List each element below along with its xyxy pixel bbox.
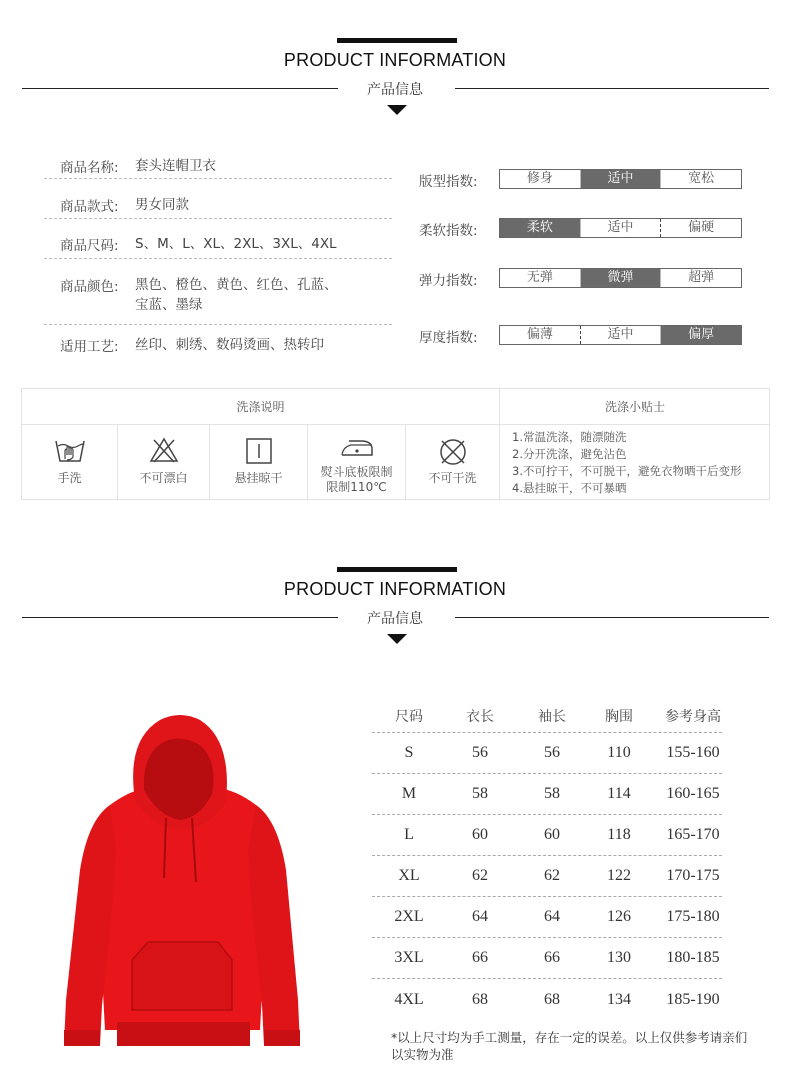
header-title-en: PRODUCT INFORMATION [283, 50, 507, 70]
size-header-cell: 衣长 [466, 709, 494, 725]
wash-tips [512, 429, 741, 497]
wash-symbol-label: 不可漂白 [139, 471, 188, 485]
scale-option: 偏薄 [500, 326, 581, 344]
info-value: 男女同款 [135, 197, 189, 213]
header-line-right [455, 617, 769, 618]
hang-dry-icon [245, 437, 273, 465]
table-cell: 122 [607, 867, 631, 884]
info-label: 商品名称: [60, 160, 119, 176]
info-row-color [44, 275, 392, 325]
table-cell: 68 [472, 990, 488, 1008]
size-header-cell: 袖长 [538, 709, 566, 725]
thickness-index [419, 325, 749, 345]
table-cell: 60 [544, 826, 560, 843]
wash-symbol [118, 425, 210, 500]
table-cell: 155-160 [666, 744, 720, 761]
info-value: S、M、L、XL、2XL、3XL、4XL [135, 236, 337, 252]
table-cell: 160-165 [666, 785, 720, 802]
table-row [372, 774, 722, 815]
size-table-header [372, 700, 722, 733]
scale-option-selected: 偏厚 [661, 326, 741, 344]
header-line-right [455, 88, 769, 89]
table-cell: 130 [607, 949, 631, 966]
table-cell: 126 [607, 908, 631, 925]
info-row-craft [44, 335, 392, 355]
elasticity-index [419, 268, 749, 288]
table-row [372, 815, 722, 856]
header-top-bar [337, 567, 457, 572]
table-cell: 56 [472, 744, 488, 761]
info-value: 套头连帽卫衣 [135, 158, 216, 174]
scale-option: 偏硬 [688, 220, 715, 235]
wash-header-right: 洗涤小贴士 [500, 389, 770, 425]
table-cell: 64 [472, 908, 488, 925]
table-cell: 2XL [394, 908, 424, 925]
table-cell: 58 [472, 785, 488, 802]
red-hoodie-image [60, 710, 305, 1050]
scale-option: 修身 [500, 170, 581, 188]
table-cell: 175-180 [666, 908, 720, 925]
table-row [372, 856, 722, 897]
table-cell: 62 [472, 867, 488, 884]
table-cell: 62 [544, 867, 560, 884]
fit-index [419, 169, 749, 189]
index-label: 版型指数: [419, 174, 478, 190]
index-scale [499, 218, 742, 238]
table-cell: 180-185 [666, 949, 720, 966]
table-cell: 118 [607, 826, 631, 843]
header-top-bar [337, 38, 457, 43]
table-cell: 4XL [394, 990, 424, 1008]
section-header [0, 38, 790, 128]
table-cell: 58 [544, 785, 560, 802]
wash-symbol [210, 425, 308, 500]
size-header-cell: 胸围 [605, 709, 633, 725]
scale-option: 宽松 [688, 171, 715, 186]
table-row [372, 733, 722, 774]
wash-symbol [22, 425, 118, 500]
info-label: 商品款式: [60, 199, 119, 215]
iron-icon [339, 435, 375, 459]
size-chart-table [372, 700, 722, 1020]
table-cell: L [404, 826, 414, 843]
info-value: 黑色、橙色、黄色、红色、孔蓝、宝蓝、墨绿 [135, 277, 338, 313]
wash-tip: 1.常温洗涤，随漂随洗 [512, 430, 627, 444]
info-label: 商品尺码: [60, 238, 119, 254]
wash-tip: 4.悬挂晾干，不可暴晒 [512, 481, 627, 495]
wash-symbol-label: 悬挂晾干 [234, 471, 283, 485]
softness-index [419, 218, 749, 238]
index-label: 厚度指数: [419, 330, 478, 346]
size-header-cell: 尺码 [395, 709, 423, 725]
table-cell: S [404, 744, 414, 761]
index-scale [499, 268, 742, 288]
index-label: 弹力指数: [419, 273, 478, 289]
table-cell: 60 [472, 826, 488, 843]
scale-option-selected: 微弹 [581, 269, 662, 287]
table-cell: 3XL [394, 949, 424, 966]
info-label: 商品颜色: [60, 279, 119, 295]
table-cell: M [401, 785, 417, 802]
info-value: 丝印、刺绣、数码烫画、热转印 [135, 337, 324, 353]
header-title-cn: 产品信息 [367, 82, 423, 98]
info-row-size [44, 234, 392, 259]
table-row [372, 897, 722, 938]
scale-option: 无弹 [500, 269, 581, 287]
table-cell: 64 [544, 908, 560, 925]
table-row [372, 938, 722, 979]
down-triangle-icon [387, 634, 407, 644]
table-cell: 56 [544, 744, 560, 761]
table-cell: 68 [544, 990, 560, 1008]
hand-wash-icon [54, 437, 86, 465]
table-cell: 134 [607, 990, 631, 1008]
wash-symbol-label: 不可干洗 [428, 471, 477, 485]
wash-symbol-label: 手洗 [57, 471, 82, 485]
info-row-style [44, 195, 392, 219]
table-cell: 165-170 [666, 826, 720, 843]
table-cell: 170-175 [666, 867, 720, 884]
down-triangle-icon [387, 105, 407, 115]
table-row [372, 979, 722, 1020]
scale-option: 适中 [581, 219, 662, 237]
table-cell: 114 [607, 785, 631, 802]
scale-option: 超弹 [688, 270, 715, 285]
wash-symbol-label: 熨斗底板限制 限制110℃ [320, 465, 393, 494]
table-cell: XL [398, 867, 420, 884]
header-title-cn: 产品信息 [367, 611, 423, 627]
index-scale [499, 169, 742, 189]
scale-option-selected: 适中 [581, 170, 662, 188]
table-cell: 66 [472, 949, 488, 966]
table-cell: 110 [607, 744, 631, 761]
wash-instructions-table [21, 388, 770, 500]
header-title-en: PRODUCT INFORMATION [283, 579, 507, 599]
section-header [0, 567, 790, 657]
measurement-note: *以上尺寸均为手工测量，存在一定的误差。以上仅供参考请亲们以实物为准 [391, 1030, 748, 1062]
info-row-name [44, 156, 392, 179]
size-header-cell: 参考身高 [665, 709, 721, 725]
no-dry-clean-icon [438, 437, 468, 467]
wash-tip: 3.不可拧干，不可脱干，避免衣物晒干后变形 [512, 464, 742, 478]
info-label: 适用工艺: [60, 339, 119, 355]
index-scale [499, 325, 742, 345]
no-bleach-icon [149, 437, 179, 463]
table-cell: 185-190 [666, 990, 720, 1008]
wash-tip: 2.分开洗涤，避免沾色 [512, 447, 627, 461]
wash-symbol [406, 425, 500, 500]
scale-option-selected: 柔软 [500, 219, 581, 237]
wash-symbol [308, 425, 406, 500]
table-cell: 66 [544, 949, 560, 966]
index-label: 柔软指数: [419, 223, 478, 239]
scale-option: 适中 [581, 326, 662, 344]
wash-header-left: 洗涤说明 [22, 389, 500, 425]
